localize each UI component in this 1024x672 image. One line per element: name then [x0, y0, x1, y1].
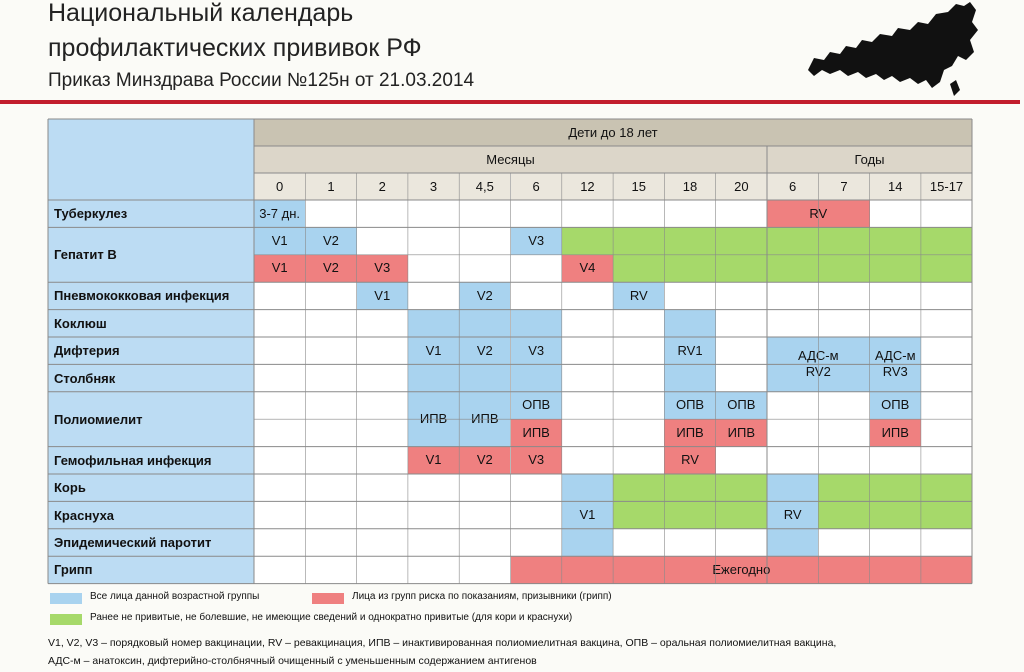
row-label: Краснуха [48, 501, 254, 528]
vaccine-cell: RV [664, 447, 715, 474]
header-children: Дети до 18 лет [254, 119, 972, 146]
vaccine-cell: V1 [357, 282, 408, 309]
legend-swatch [50, 614, 82, 625]
vaccine-cell: V3 [511, 227, 562, 254]
vaccine-cell: АДС-м RV2 [767, 337, 870, 392]
vaccine-cell: ОПВ [511, 392, 562, 419]
column-header-0: 0 [254, 173, 305, 200]
row-label: Коклюш [48, 310, 254, 337]
vaccine-cell: ОПВ [716, 392, 767, 419]
column-header-2: 2 [357, 173, 408, 200]
column-header-10: 6 [767, 173, 818, 200]
column-header-12: 14 [870, 173, 921, 200]
vaccine-cell: V3 [511, 447, 562, 474]
legend-swatch [50, 593, 82, 604]
vaccine-cell: V2 [305, 255, 356, 282]
order-subtitle: Приказ Минздрава России №125н от 21.03.2014 [48, 70, 475, 91]
vaccine-cell: V2 [459, 447, 510, 474]
page-title: Национальный календарь [48, 0, 354, 27]
row-label: Гепатит В [48, 227, 254, 282]
vaccine-cell: V2 [305, 227, 356, 254]
column-header-4: 4,5 [459, 173, 510, 200]
column-header-5: 6 [511, 173, 562, 200]
vaccine-cell: V2 [459, 310, 510, 392]
footnote-line: АДС-м – анатоксин, дифтерийно-столбнячный очищенный с уменьшенным содержанием антигенов [48, 655, 537, 667]
column-header-3: 3 [408, 173, 459, 200]
header-months: Месяцы [254, 146, 767, 173]
column-header-6: 12 [562, 173, 613, 200]
column-header-1: 1 [305, 173, 356, 200]
vaccine-cell: ОПВ [870, 392, 921, 419]
row-label: Туберкулез [48, 200, 254, 227]
vaccine-cell: RV [767, 474, 818, 556]
header-years: Годы [767, 146, 972, 173]
vaccine-cell: RV [613, 282, 664, 309]
vaccine-cell: ИПВ [664, 419, 715, 446]
vaccine-cell: ИПВ [459, 392, 510, 447]
row-label: Корь [48, 474, 254, 501]
row-label: Столбняк [48, 364, 254, 391]
vaccine-cell: V1 [408, 310, 459, 392]
column-header-13: 15-17 [921, 173, 972, 200]
legend-text: Ранее не привитые, не болевшие, не имеющие сведений и однократно привитые (для кори и краснухи) [90, 612, 573, 623]
column-header-8: 18 [664, 173, 715, 200]
vaccine-cell: V2 [459, 282, 510, 309]
vaccine-cell: ОПВ [664, 392, 715, 419]
vaccine-cell: V3 [357, 255, 408, 282]
row-label: Грипп [48, 556, 254, 583]
vaccine-cell: V1 [254, 255, 305, 282]
vaccine-cell: ИПВ [870, 419, 921, 446]
vaccine-cell: RV1 [664, 310, 715, 392]
vaccine-cell: 3-7 дн. [254, 200, 305, 227]
vaccine-cell: ИПВ [716, 419, 767, 446]
vaccine-cell: V1 [408, 447, 459, 474]
vaccine-cell: ИПВ [511, 419, 562, 446]
vaccine-cell: V4 [562, 255, 613, 282]
vaccine-cell: Ежегодно [511, 556, 973, 583]
vaccine-cell: RV [767, 200, 870, 227]
column-header-11: 7 [818, 173, 869, 200]
row-label: Пневмококковая инфекция [48, 282, 254, 309]
row-label: Полиомиелит [48, 392, 254, 447]
page-title-line-2: профилактических прививок РФ [48, 34, 422, 62]
legend-text: Лица из групп риска по показаниям, призывники (грипп) [352, 591, 612, 602]
row-label: Гемофильная инфекция [48, 447, 254, 474]
legend-text: Все лица данной возрастной группы [90, 591, 260, 602]
vaccine-cell: ИПВ [408, 392, 459, 447]
vaccine-cell: V3 [511, 310, 562, 392]
column-header-7: 15 [613, 173, 664, 200]
column-header-9: 20 [716, 173, 767, 200]
row-label: Дифтерия [48, 337, 254, 364]
footnote-line: V1, V2, V3 – порядковый номер вакцинации, RV – ревакцинация, ИПВ – инактивированная полиомиелитная вакцина, ОПВ – оральная полиомиелитная вакцина, [48, 637, 837, 649]
vaccine-cell: АДС-м RV3 [870, 337, 921, 392]
row-label: Эпидемический паротит [48, 529, 254, 556]
vaccine-cell: V1 [254, 227, 305, 254]
vaccine-cell: V1 [562, 474, 613, 556]
legend-swatch [312, 593, 344, 604]
